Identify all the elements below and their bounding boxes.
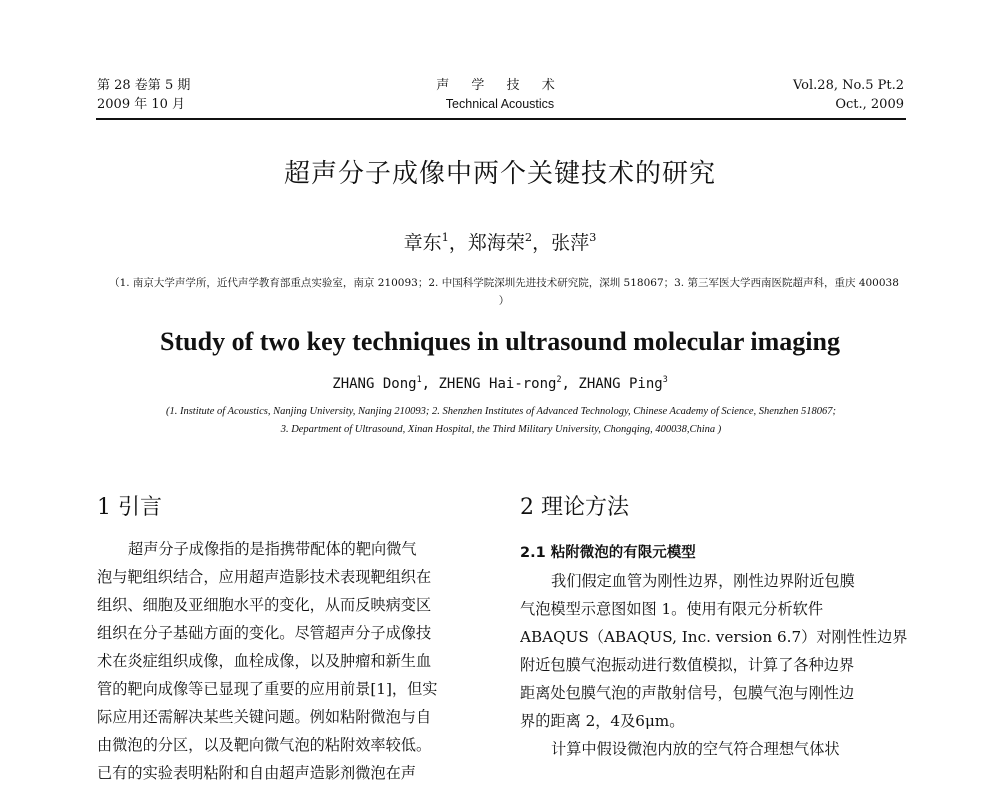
body-line: 界的距离 2，4及6μm。	[520, 712, 685, 730]
publication-date-cn: 2009 年 10 月	[97, 97, 186, 112]
paper-title-cn: 超声分子成像中两个关键技术的研究	[283, 159, 716, 189]
author-affiliation-mark: 3	[662, 374, 668, 385]
volume-issue: 第 28 卷第 5 期	[97, 78, 191, 93]
body-line: 我们假定血管为刚性边界，刚性边界附近包膜	[551, 572, 855, 590]
body-line: 气泡模型示意图如图 1。使用有限元分析软件	[520, 600, 824, 618]
body-line: 管的靶向成像等已显现了重要的应用前景[1]，但实	[97, 680, 438, 698]
author-name: 章东	[403, 232, 442, 254]
journal-name-en: Technical Acoustics	[445, 97, 555, 111]
author-affiliation-mark: 2	[556, 374, 562, 385]
author-name: 郑海荣	[467, 232, 525, 254]
affiliations-en-line: 3. Department of Ultrasound, Xinan Hospital, the Third Military University, Chongqing, 400038,China )	[280, 424, 722, 435]
body-line: 由微泡的分区，以及靶向微气泡的粘附效率较低。	[97, 736, 432, 754]
author-affiliation-mark: 2	[524, 230, 533, 245]
section-body-theory	[520, 567, 908, 763]
author-separator: ，	[532, 232, 552, 254]
section-heading-introduction: 1 引言	[97, 495, 162, 520]
author-affiliation-mark: 1	[416, 374, 422, 385]
author-affiliation-mark: 3	[589, 230, 597, 245]
body-line: 附近包膜气泡振动进行数值模拟，计算了各种边界	[520, 656, 855, 674]
body-line: 际应用还需解决某些关键问题。例如粘附微泡与自	[97, 708, 432, 726]
journal-name-cn: 声 学 技 术	[436, 78, 564, 93]
body-line: 计算中假设微泡内放的空气符合理想气体状	[551, 740, 840, 758]
authors-cn	[0, 228, 1000, 255]
body-line: ABAQUS（ABAQUS, Inc. version 6.7）对刚性性边界	[520, 628, 908, 646]
affiliations-cn: （1. 南京大学声学所，近代声学教育部重点实验室，南京 210093；2. 中国科学院深圳先进技术研究院，深圳 518067；3. 第三军医大学西南医院超声科，重庆 400038 ）	[109, 277, 899, 307]
body-line: 已有的实验表明粘附和自由超声造影剂微泡在声	[97, 764, 416, 782]
journal-issue-info-en	[793, 76, 904, 114]
authors-en	[0, 376, 1000, 392]
header-rule	[96, 118, 906, 120]
author-separator: ，	[448, 232, 468, 254]
section-body-introduction	[97, 535, 489, 787]
volume-issue-en: Vol.28, No.5 Pt.2	[792, 78, 904, 93]
author-name: ZHANG Ping	[578, 376, 663, 392]
author-separator: ,	[421, 376, 439, 392]
body-line: 超声分子成像指的是指携带配体的靶向微气	[128, 540, 417, 558]
body-line: 泡与靶组织结合，应用超声造影技术表现靶组织在	[97, 568, 432, 586]
author-name: ZHENG Hai-rong	[438, 376, 557, 392]
body-line: 组织在分子基础方面的变化。尽管超声分子成像技	[97, 624, 432, 642]
author-name: ZHANG Dong	[332, 376, 417, 392]
body-line: 组织、细胞及亚细胞水平的变化，从而反映病变区	[97, 596, 432, 614]
paper-title-en: Study of two key techniques in ultrasound molecular imaging	[160, 327, 840, 356]
author-affiliation-mark: 1	[441, 230, 449, 245]
affiliations-en	[96, 403, 906, 439]
affiliations-en-line: (1. Institute of Acoustics, Nanjing University, Nanjing 210093; 2. Shenzhen Institutes of Advanced Technology, Chinese Academy of Science, Shenzhen 518067;	[165, 406, 837, 417]
author-separator: ,	[561, 376, 579, 392]
body-line: 距离处包膜气泡的声散射信号，包膜气泡与刚性边	[520, 684, 855, 702]
section-heading-theory: 2 理论方法	[520, 495, 629, 520]
publication-date-en: Oct., 2009	[835, 97, 904, 112]
subsection-heading-fem-model: 2.1 粘附微泡的有限元模型	[520, 545, 696, 561]
body-line: 术在炎症组织成像，血栓成像，以及肿瘤和新生血	[97, 652, 432, 670]
author-name: 张萍	[551, 232, 590, 254]
